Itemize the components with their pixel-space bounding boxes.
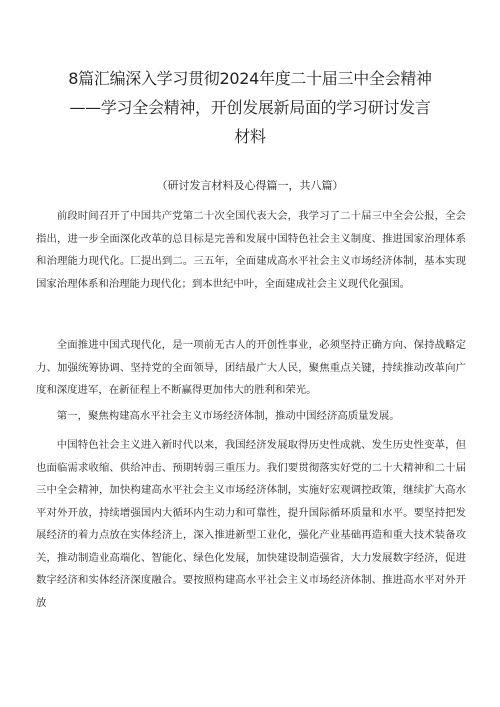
title-line-2: ——学习全会精神，开创发展新局面的学习研讨发言 bbox=[69, 98, 431, 117]
paragraph-3: 中国特色社会主义进入新时代以来，我国经济发展取得历史性成就、发生历史性变革，但也面临需求收缩、供给冲击、预期转弱三重压力。我们要贯彻落实好党的二十大精神和二十届三中全会精神，加快构建高水平社会主义市场经济体制，实施好宏观调控政策，继续扩大高水平对外开放，持续增强国内大循环内生动力和可靠性，提升国际循环质量和水平。要坚持把发展经济的着力点放在实体经济上，深入推进新型工业化，强化产业基础再造和重大技术装备攻关，推动制造业高端化、智能化、绿色化发展，加快建设制造强省，大力发展数字经济，促进数字经济和实体经济深度融合。要按照构建高水平社会主义市场经济体制、推进高水平对外开放 bbox=[36, 439, 466, 609]
document-subtitle: （研讨发言材料及心得篇一，共八篇） bbox=[156, 179, 344, 192]
title-line-1: 8篇汇编深入学习贯彻2024年度二十届三中全会精神 bbox=[68, 69, 432, 88]
paragraph-2: 全面推进中国式现代化，是一项前无古人的开创性事业，必须坚持正确方向、保持战略定力、加强统筹协调、坚持党的全面领导，团结最广大人民，聚焦重点关键，持续推动改革向广度和深度进军，在新征程上不断赢得更加伟大的胜利和荣光。 bbox=[36, 339, 466, 396]
section-heading-1: 第一，聚焦构建高水平社会主义市场经济体制，推动中国经济高质量发展。 bbox=[56, 410, 400, 422]
document-title bbox=[40, 64, 460, 151]
paragraph-1: 前段时间召开了中国共产党第二十次全国代表大会，我学习了二十届三中全会公报，全会指出，进一步全面深化改革的总目标是完善和发展中国特色社会主义制度、推进国家治理体系和治理能力现代化。匚提出到二。三五年，全面建成高水平社会主义市场经济体制，基本实现国家治理体系和治理能力现代化；到本世纪中叶，全面建成社会主义现代化强国。 bbox=[36, 210, 466, 290]
title-line-3: 材料 bbox=[234, 127, 266, 146]
